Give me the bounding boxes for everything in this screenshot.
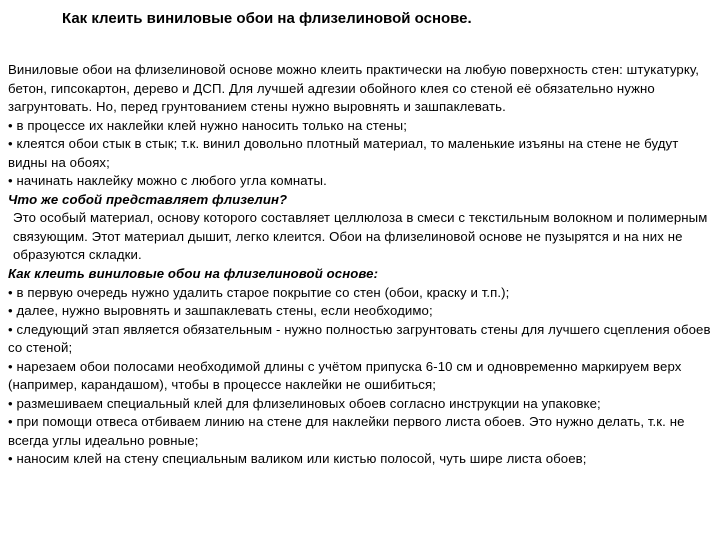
section-heading: Что же собой представляет флизелин? (8, 191, 288, 207)
document-body (8, 61, 716, 469)
bullet-item: • в первую очередь нужно удалить старое покрытие со стен (обои, краску и т.п.); (8, 284, 510, 300)
bullet-item: • размешиваем специальный клей для флизелиновых обоев согласно инструкции на упаковке; (8, 395, 601, 411)
bullet-item: • при помощи отвеса отбиваем линию на стене для наклейки первого листа обоев. Это нужно делать, т.к. не всегда углы идеально ровные; (8, 414, 685, 448)
page-title: Как клеить виниловые обои на флизелиновой основе. (62, 10, 472, 27)
section-heading: Как клеить виниловые обои на флизелиновой основе: (8, 266, 379, 282)
bullet-item: • начинать наклейку можно с любого угла комнаты. (8, 173, 327, 189)
bullet-item: • в процессе их наклейки клей нужно наносить только на стены; (8, 117, 407, 133)
bullet-item: • наносим клей на стену специальным валиком или кистью полосой, чуть шире листа обоев; (8, 451, 587, 467)
bullet-item: • далее, нужно выровнять и зашпаклевать стены, если необходимо; (8, 303, 433, 319)
bullet-item: • клеятся обои стык в стык; т.к. винил довольно плотный материал, то маленькие изъяны на стене не будут видны на обоях; (8, 136, 679, 170)
bullet-item: • нарезаем обои полосами необходимой длины с учётом припуска 6-10 см и одновременно маркируем верх (например, карандашом), чтобы в процессе наклейки не ошибиться; (8, 358, 682, 393)
bullet-item: • следующий этап является обязательным - нужно полностью загрунтовать стены для лучшего сцепления обоев со стеной; (8, 321, 711, 356)
intro-paragraph: Виниловые обои на флизелиновой основе можно клеить практически на любую поверхность стен: штукатурку, бетон, гипсокартон, дерево и ДСП. Для лучшей адгезии обойного клея со стеной её обязательно нужно загрунтовать. Но, перед грунтованием стены нужно выровнять и зашпаклевать. (8, 62, 700, 115)
body-paragraph: Это особый материал, основу которого составляет целлюлоза в смеси с текстильным волокном и полимерным связующим. Этот материал дышит, легко клеится. Обои на флизелиновой основе не пузырятся и на них не образуются складки. (13, 210, 708, 263)
